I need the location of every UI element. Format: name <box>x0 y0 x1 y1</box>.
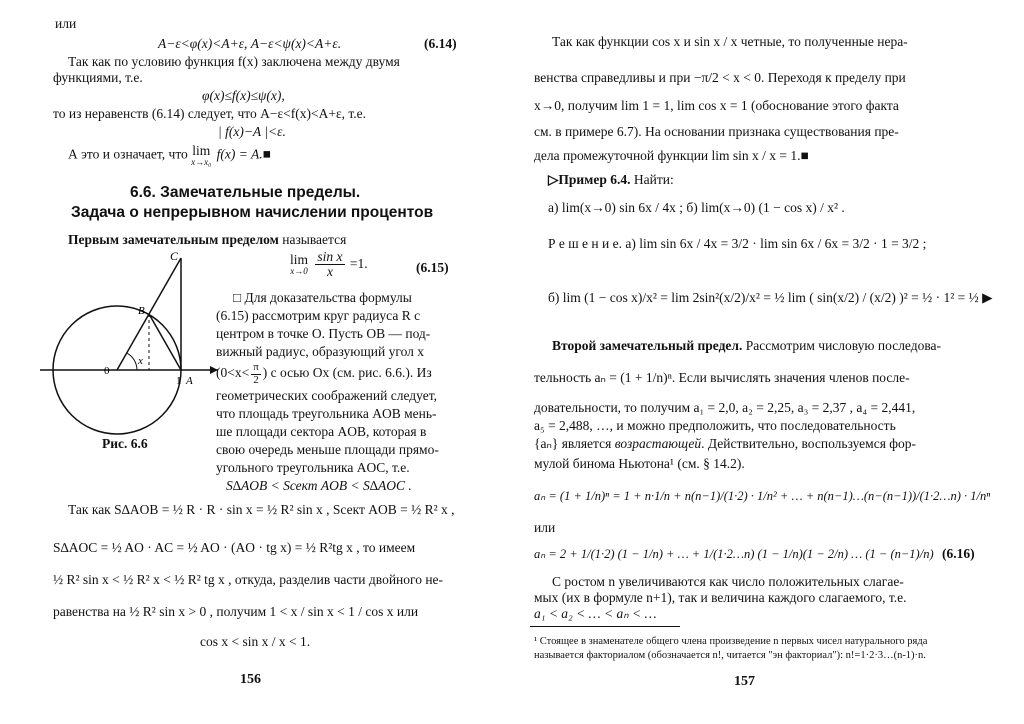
formula-line: S∆AOC = ½ AO · AC = ½ AO · (AO · tg x) = ½ R²tg x , то имеем <box>53 540 416 555</box>
paragraph-line: функциями, т.е. <box>53 70 143 85</box>
label-C: C <box>170 249 179 263</box>
lim-subscript: x→x₀ <box>191 156 212 167</box>
proof-fragment: (0<x< <box>216 365 250 381</box>
example-heading <box>548 172 674 188</box>
section-title-line-1: 6.6. Замечательные пределы. <box>130 184 361 201</box>
paragraph-line: Так как функции cos x и sin x / x четные, то полученные нера- <box>552 34 908 49</box>
text-fragment: . Действительно, воспользуемся фор- <box>701 436 917 451</box>
denominator: x <box>326 264 333 280</box>
lim-subscript: x→0 <box>290 265 308 276</box>
paragraph-line: a₁ < a₂ < … < aₙ < … <box>534 606 657 621</box>
example-title: ▷Пример 6.4. <box>548 172 631 187</box>
figure-caption: Рис. 6.6 <box>102 436 148 451</box>
term-second-limit: Второй замечательный предел. <box>552 338 743 353</box>
formula-phi-f-psi: φ(x)≤f(x)≤ψ(x), <box>202 88 285 103</box>
limit-operator <box>290 253 308 276</box>
paragraph-line: мых (их в формуле n+1), так и величина каждого слагаемого, т.е. <box>534 590 907 605</box>
equation-number-6-16: (6.16) <box>942 546 975 561</box>
equation-number-6-14: (6.14) <box>424 36 457 51</box>
paragraph-line: a₅ = 2,488, …, и можно предположить, что последовательность <box>534 418 896 433</box>
paragraph-line: С ростом n увеличиваются как число положительных слагае- <box>552 574 904 589</box>
label-one: 1 <box>176 375 182 387</box>
intro-rest: Рассмотрим числовую последова- <box>742 338 942 353</box>
equals-one: =1. <box>349 255 368 271</box>
first-limit-intro <box>68 232 346 248</box>
solution-label: Р е ш е н и е. <box>548 236 622 251</box>
proof-line: свою очередь меньше площади прямо- <box>216 442 439 457</box>
paragraph-line: см. в примере 6.7). На основании признака существования пре- <box>534 124 899 139</box>
paragraph-line: тельность aₙ = (1 + 1/n)ⁿ. Если вычислять значения членов после- <box>534 370 910 385</box>
solution-a <box>548 236 926 252</box>
formula-6-16: aₙ = 2 + 1/(1·2) (1 − 1/n) + … + 1/(1·2…n) (1 − 1/n)(1 − 2/n) … (1 − (n−1)/n) <box>534 547 934 561</box>
proof-line: ше площади сектора AOB, которая в <box>216 424 427 439</box>
paragraph-line <box>534 436 916 452</box>
paragraph-line: дела промежуточной функции lim sin x / x = 1.■ <box>534 148 809 163</box>
paragraph-line: Так как по условию функция f(x) заключена между двумя <box>68 54 400 69</box>
fraction-pi-2 <box>251 362 261 386</box>
text-fragment: {aₙ} является <box>534 436 615 451</box>
proof-line: вижный радиус, образующий угол x <box>216 344 424 359</box>
solution-a-formula: а) lim sin 6x / 4x = 3/2 · lim sin 6x / 6x = 3/2 · 1 = 3/2 ; <box>625 236 927 251</box>
binomial-expansion: aₙ = (1 + 1/n)ⁿ = 1 + n·1/n + n(n−1)/(1·2) · 1/n² + … + n(n−1)…(n−(n−1))/(1·2…n) · 1/nⁿ <box>534 489 991 503</box>
second-limit-intro <box>552 338 941 354</box>
page-number: 157 <box>734 674 755 689</box>
term-first-limit: Первым замечательным пределом <box>68 232 279 247</box>
equation-number-6-15: (6.15) <box>416 260 449 275</box>
formula-line: равенства на ½ R² sin x > 0 , получим 1 < x / sin x < 1 / cos x или <box>53 604 419 619</box>
formula-line: ½ R² sin x < ½ R² x < ½ R² tg x , откуда, разделив части двойного не- <box>53 572 444 587</box>
proof-fragment: ) с осью Ox (см. рис. 6.6.). Из <box>262 365 432 381</box>
angle-arc <box>127 353 137 370</box>
proof-line: угольного треугольника AOC, т.е. <box>216 460 410 475</box>
page-157 <box>512 0 1024 724</box>
label-B: B <box>138 305 145 317</box>
text-ili: или <box>534 520 556 535</box>
fraction-sinx-x <box>315 250 344 279</box>
example-statement: а) lim(x→0) sin 6x / 4x ; б) lim(x→0) (1 − cos x) / x² . <box>548 200 845 215</box>
section-title-line-2: Задача о непрерывном начислении процентов <box>71 204 434 221</box>
label-A: A <box>186 375 193 387</box>
solution-b: б) lim (1 − cos x)/x² = lim 2sin²(x/2)/x² = ½ lim ( sin(x/2) / (x/2) )² = ½ · 1² = ½ ▶ <box>548 290 993 305</box>
conclusion-line <box>68 144 271 167</box>
conclusion-text: А это и означает, что <box>68 146 188 162</box>
page-number: 156 <box>240 672 261 687</box>
proof-line: (6.15) рассмотрим круг радиуса R с <box>216 308 421 323</box>
proof-line <box>216 362 432 386</box>
label-O: 0 <box>104 365 110 377</box>
footnote-divider <box>530 626 680 627</box>
label-x-angle: x <box>138 355 143 367</box>
footnote-line: ¹ Стоящее в знаменателе общего члена произведение n первых чисел натурального ряда <box>534 636 928 647</box>
proof-line: что площадь треугольника AOB мень- <box>216 406 437 421</box>
formula-line: cos x < sin x / x < 1. <box>200 634 311 649</box>
intro-rest: называется <box>278 232 347 247</box>
paragraph-line: то из неравенств (6.14) следует, что A−ε<f(x)<A+ε, т.е. <box>53 106 367 121</box>
limit-operator <box>191 144 211 167</box>
paragraph-line: x→0, получим lim 1 = 1, lim cos x = 1 (обоснование этого факта <box>534 98 899 113</box>
proof-line: □ Для доказательства формулы <box>233 290 412 305</box>
denominator: 2 <box>253 373 259 386</box>
formula-6-15 <box>290 250 368 279</box>
formula-6-14: A−ε<φ(x)<A+ε, A−ε<ψ(x)<A+ε. <box>158 36 342 51</box>
paragraph-line: венства справедливы и при −π/2 < x < 0. Переходя к пределу при <box>534 70 906 85</box>
footnote-line: называется факториалом (обозначается n!, читается "эн факториал"): n!=1·2·3…(n-1)·n. <box>534 650 926 661</box>
proof-line: геометрических соображений следует, <box>216 388 437 403</box>
formula-abs: | f(x)−A |<ε. <box>218 124 286 139</box>
areas-inequality: S∆AOB < Sсект AOB < S∆AOC . <box>226 478 412 493</box>
chord-BA <box>149 314 181 370</box>
proof-line: центром в точке O. Пусть OB — под- <box>216 326 431 341</box>
text-ili: или <box>55 16 77 31</box>
numerator: sin x <box>317 249 343 264</box>
figure-6-6 <box>40 248 220 444</box>
example-task: Найти: <box>630 172 674 187</box>
conclusion-formula: f(x) = A.■ <box>216 146 271 162</box>
paragraph-line: мулой бинома Ньютона¹ (см. § 14.2). <box>534 456 745 471</box>
paragraph-line: довательности, то получим a₁ = 2,0, a₂ = 2,25, a₃ = 2,37 , a₄ = 2,441, <box>534 400 916 415</box>
lim-word: lim <box>290 252 309 268</box>
emphasis-increasing: возрастающей <box>614 436 702 451</box>
numerator: π <box>253 361 259 373</box>
formula-line: Так как S∆AOB = ½ R · R · sin x = ½ R² sin x , Sсект AOB = ½ R² x , <box>68 502 455 517</box>
lim-word: lim <box>192 143 211 158</box>
